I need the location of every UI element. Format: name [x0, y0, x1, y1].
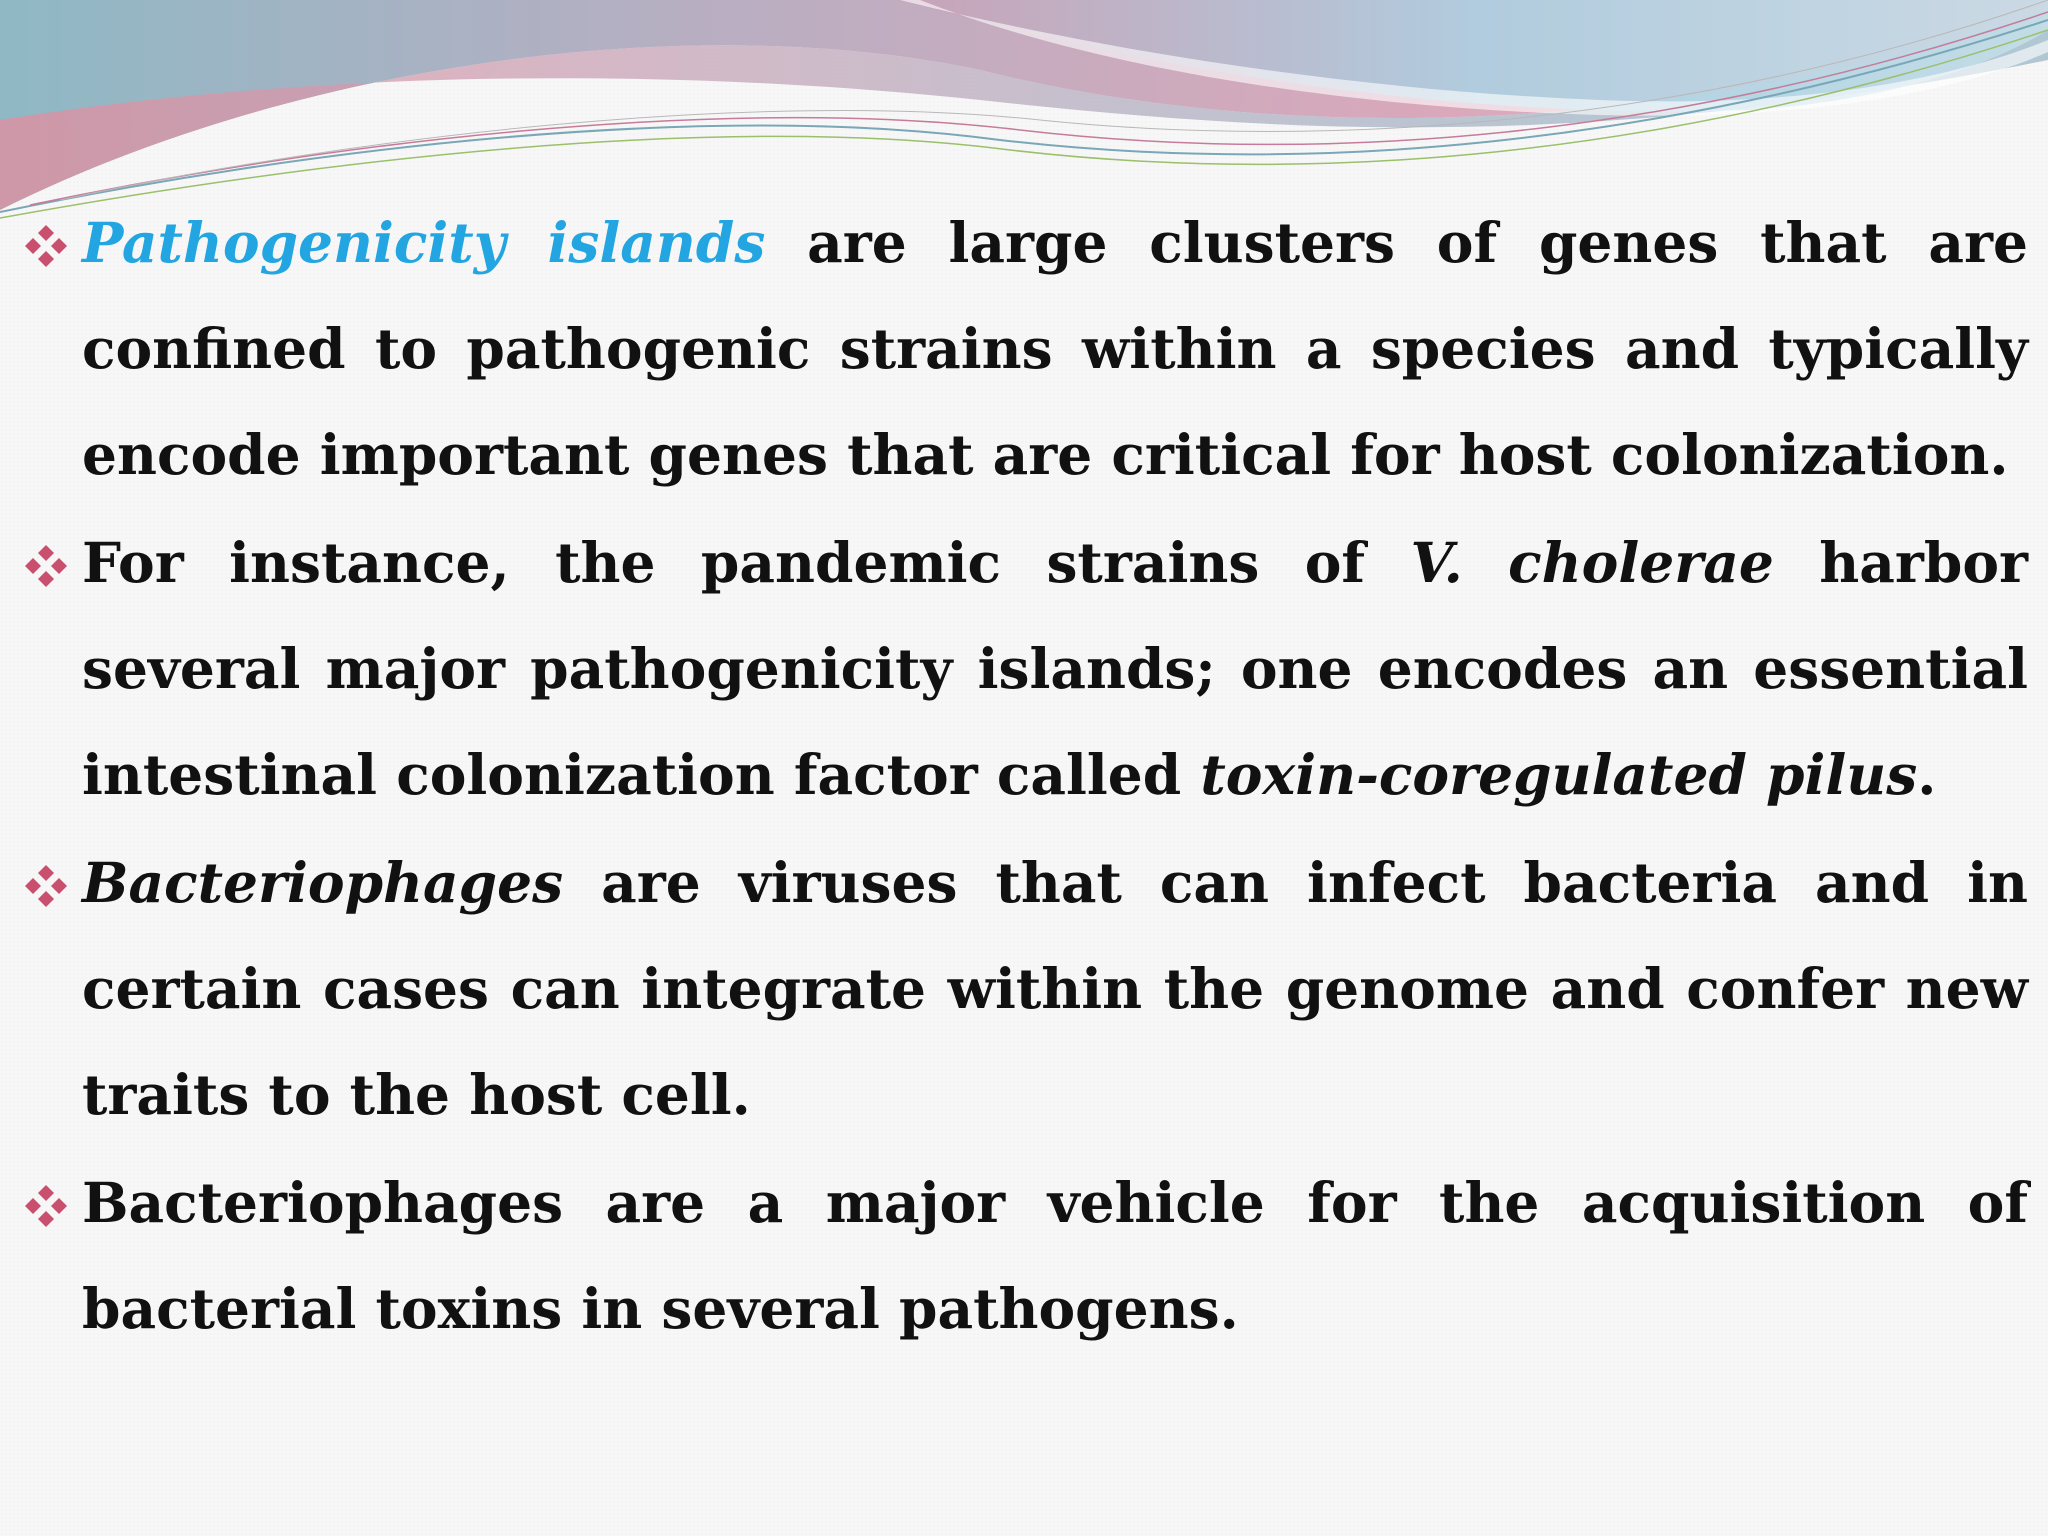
bullet-item: [0, 190, 2048, 508]
four-diamond-icon: [24, 864, 68, 908]
italic-text: toxin-coregulated pilus: [1200, 742, 1918, 807]
bullet-list: [0, 190, 2048, 1364]
italic-text: V. cholerae: [1410, 530, 1774, 595]
body-text: are large clusters of genes that are confined to pathogenic strains within a species and typically encode important genes that are critical for host colonization.: [82, 210, 2029, 487]
bullet-item: [0, 1150, 2048, 1362]
body-text: are viruses that can infect bacteria and in certain cases can integrate within the genome and confer new traits to the host cell.: [82, 850, 2028, 1127]
italic-text: Bacteriophages: [82, 850, 564, 915]
four-diamond-icon: [24, 544, 68, 588]
body-text: For instance, the pandemic strains of: [82, 530, 1411, 595]
body-text: .: [1917, 742, 1937, 807]
four-diamond-icon: [24, 1184, 68, 1228]
bullet-item: [0, 510, 2048, 828]
four-diamond-icon: [24, 224, 68, 268]
bullet-item: [0, 830, 2048, 1148]
body-text: harbor several major pathogenicity islands; one encodes an essential intestinal colonization factor called: [82, 530, 2029, 807]
highlight-term: Pathogenicity islands: [82, 210, 766, 275]
body-text: Bacteriophages are a major vehicle for the acquisition of bacterial toxins in several pathogens.: [82, 1170, 2028, 1341]
